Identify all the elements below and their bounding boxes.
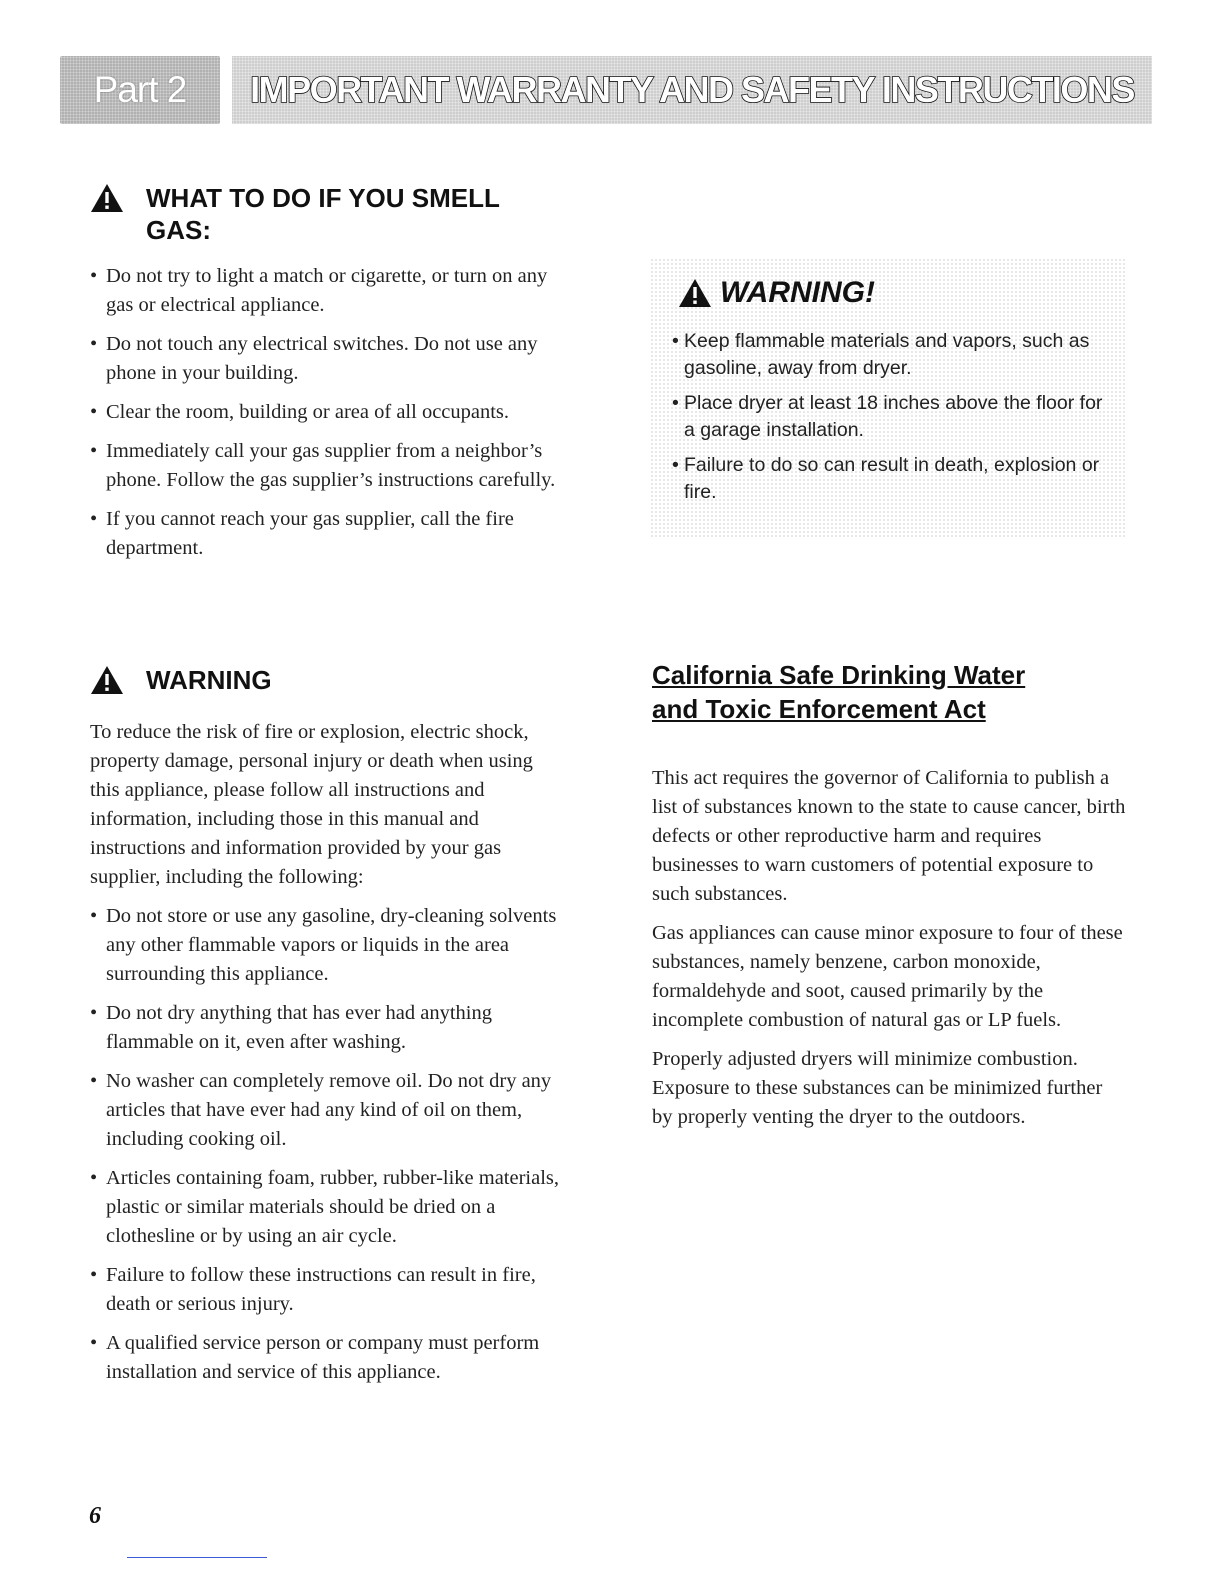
california-paragraph: Properly adjusted dryers will minimize combustion. Exposure to these substances can be minimized further by properly venting the dryer to the outdoors. xyxy=(652,1048,1103,1128)
warning-bullet: • No washer can completely remove oil. Do not dry any articles that have ever had any kind of oil on them, including cooking oil. xyxy=(90,1067,565,1154)
part-label-badge xyxy=(60,56,220,124)
gas-bullet: • Do not try to light a match or cigarette, or turn on any gas or electrical appliance. xyxy=(90,262,565,320)
california-title xyxy=(652,658,1127,726)
warning-triangle-icon xyxy=(90,183,124,213)
warning-box xyxy=(650,258,1125,538)
warning-section-heading-row xyxy=(90,664,565,696)
warning-bullet: • Do not dry anything that has ever had anything flammable on it, even after washing. xyxy=(90,999,565,1057)
section-title: IMPORTANT WARRANTY AND SAFETY INSTRUCTIONS xyxy=(250,69,1134,110)
warning-bullet: • Articles containing foam, rubber, rubber-like materials, plastic or similar materials should be dried on a clothesline or by using an air cycle. xyxy=(90,1164,565,1251)
warning-triangle-icon xyxy=(90,665,124,695)
california-paragraph: Gas appliances can cause minor exposure to four of these substances, namely benzene, carbon monoxide, formaldehyde and soot, caused primarily by the incomplete combustion of natural gas or LP fuels. xyxy=(652,922,1123,1031)
warning-box-list xyxy=(672,328,1112,514)
warning-intro: To reduce the risk of fire or explosion, electric shock, property damage, personal injury or death when using this appliance, please follow all instructions and information, including those in this manual and instructions and information provided by your gas supplier, including the following: xyxy=(90,721,533,888)
warning-bullet: • Failure to follow these instructions can result in fire, death or serious injury. xyxy=(90,1261,565,1319)
gas-bullet: • If you cannot reach your gas supplier, call the fire department. xyxy=(90,505,565,563)
gas-bullet: • Clear the room, building or area of all occupants. xyxy=(90,398,565,427)
warning-bullet: • Do not store or use any gasoline, dry-cleaning solvents any other flammable vapors or liquids in the area surrounding this appliance. xyxy=(90,902,565,989)
part-label: Part 2 xyxy=(93,69,187,110)
page-number: 6 xyxy=(89,1503,101,1529)
california-paragraph: This act requires the governor of California to publish a list of substances known to the state to cause cancer, birth defects or other reproductive harm and requires businesses to warn customers of potential exposure to such substances. xyxy=(652,767,1126,905)
warning-box-heading: WARNING! xyxy=(720,276,875,309)
warning-box-bullet: • Keep flammable materials and vapors, such as gasoline, away from dryer. xyxy=(672,328,1112,382)
warning-section-heading: WARNING xyxy=(146,665,272,695)
warning-section xyxy=(90,664,565,1397)
warning-triangle-icon xyxy=(678,278,712,308)
warning-box-bullet: • Place dryer at least 18 inches above the floor for a garage installation. xyxy=(672,390,1112,444)
california-title-line2: and Toxic Enforcement Act xyxy=(652,694,986,724)
gas-section-heading: WHAT TO DO IF YOU SMELL GAS: xyxy=(146,183,500,245)
warning-bullet: • A qualified service person or company must perform installation and service of this appliance. xyxy=(90,1329,565,1387)
gas-bullet-list xyxy=(90,262,565,563)
gas-bullet: • Do not touch any electrical switches. Do not use any phone in your building. xyxy=(90,330,565,388)
california-section xyxy=(652,658,1127,1142)
footer-rule xyxy=(127,1557,267,1558)
warning-box-bullet: • Failure to do so can result in death, explosion or fire. xyxy=(672,452,1112,506)
section-title-banner xyxy=(232,56,1152,124)
california-title-line1: California Safe Drinking Water xyxy=(652,660,1026,690)
gas-section xyxy=(90,182,565,573)
warning-bullet-list xyxy=(90,902,565,1387)
gas-section-heading-row xyxy=(90,182,565,246)
warning-box-heading-row xyxy=(678,276,875,310)
gas-bullet: • Immediately call your gas supplier from a neighbor’s phone. Follow the gas supplier’s instructions carefully. xyxy=(90,437,565,495)
